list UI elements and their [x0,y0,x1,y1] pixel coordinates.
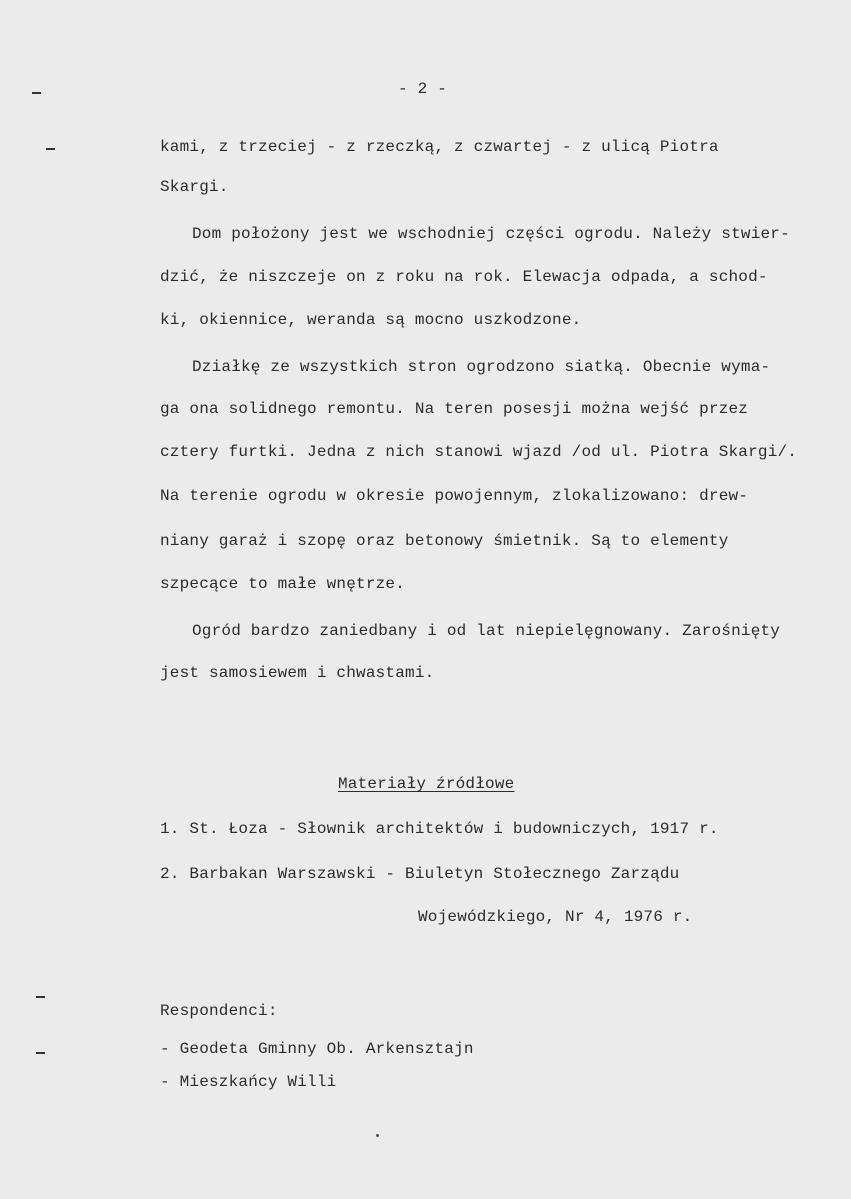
paragraph-line: niany garaż i szopę oraz betonowy śmietnik. Są to elementy [160,532,729,550]
margin-mark [46,148,55,150]
margin-mark [36,1052,45,1054]
paragraph-line: Skargi. [160,178,229,196]
page-number: - 2 - [398,80,448,98]
paragraph-line: jest samosiewem i chwastami. [160,664,435,682]
margin-mark [36,996,45,998]
paragraph-line: Na terenie ogrodu w okresie powojennym, zlokalizowano: drew- [160,487,749,505]
respondent-item: - Mieszkańcy Willi [160,1073,337,1091]
sources-title: Materiały źródłowe [338,775,515,793]
source-item: 2. Barbakan Warszawski - Biuletyn Stołecznego Zarządu [160,865,680,883]
source-item: 1. St. Łoza - Słownik architektów i budowniczych, 1917 r. [160,820,719,838]
respondents-title: Respondenci: [160,1002,278,1020]
respondent-item: - Geodeta Gminny Ob. Arkensztajn [160,1040,474,1058]
paragraph-line: kami, z trzeciej - z rzeczką, z czwartej - z ulicą Piotra [160,138,719,156]
paragraph-line: Działkę ze wszystkich stron ogrodzono siatką. Obecnie wyma- [192,358,771,376]
paragraph-line: dzić, że niszczeje on z roku na rok. Elewacja odpada, a schod- [160,268,768,286]
paragraph-line: Dom położony jest we wschodniej części ogrodu. Należy stwier- [192,225,790,243]
source-item-continuation: Wojewódzkiego, Nr 4, 1976 r. [418,908,693,926]
paragraph-line: cztery furtki. Jedna z nich stanowi wjazd /od ul. Piotra Skargi/. [160,443,798,461]
paragraph-line: ki, okiennice, weranda są mocno uszkodzone. [160,311,582,329]
speck [376,1134,379,1137]
paragraph-line: ga ona solidnego remontu. Na teren posesji można wejść przez [160,400,749,418]
margin-mark [32,92,41,94]
paragraph-line: Ogród bardzo zaniedbany i od lat niepielęgnowany. Zarośnięty [192,622,781,640]
paragraph-line: szpecące to małe wnętrze. [160,575,406,593]
